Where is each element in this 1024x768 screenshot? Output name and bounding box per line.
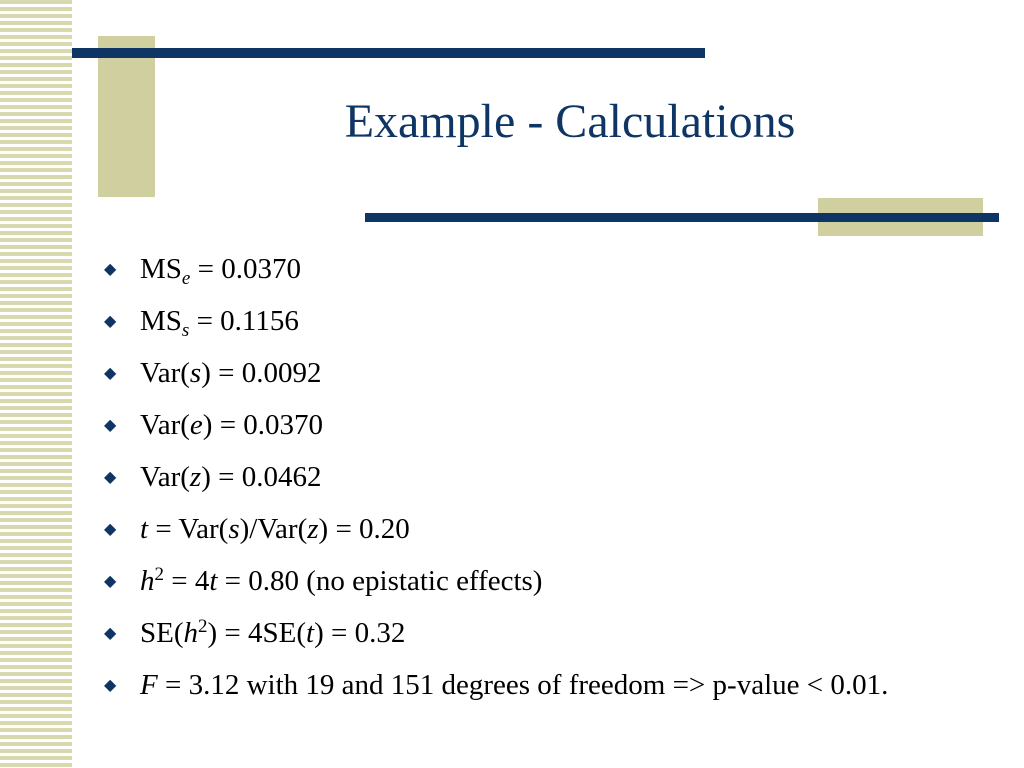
diamond-bullet-icon: ◆	[104, 365, 117, 382]
bullet-list	[104, 252, 984, 720]
bullet-text: $MS_s = 0.1156$	[140, 305, 299, 341]
diamond-bullet-icon: ◆	[104, 521, 117, 538]
bullet-item	[104, 564, 984, 599]
bullet-item	[104, 460, 984, 495]
slide-title: Example - Calculations	[344, 95, 796, 148]
bullet-text: Var(e) = 0.0370	[140, 409, 324, 441]
diamond-bullet-icon: ◆	[104, 313, 117, 330]
diamond-bullet-icon: ◆	[104, 261, 117, 278]
bullet-text: $h^2 = 4t = 0.80$ (no epistatic effects)	[140, 564, 543, 597]
bullet-text: F = 3.12 with 19 and 151 degrees of freedom => p-value < 0.01.	[140, 669, 889, 701]
bullet-item	[104, 408, 984, 443]
bullet-text: $SE(h^2) = 4SE(t) = 0.32$	[140, 616, 406, 649]
bullet-item	[104, 668, 984, 703]
bullet-text: Var(z) = 0.0462	[140, 461, 322, 493]
bullet-item	[104, 252, 984, 287]
diamond-bullet-icon: ◆	[104, 469, 117, 486]
diamond-bullet-icon: ◆	[104, 677, 117, 694]
decorative-bar-under-title	[365, 213, 999, 222]
diamond-bullet-icon: ◆	[104, 625, 117, 642]
diamond-bullet-icon: ◆	[104, 573, 117, 590]
decorative-bar-top	[72, 48, 705, 58]
bullet-item	[104, 356, 984, 391]
bullet-text: $MS_e = 0.0370$	[140, 253, 301, 289]
bullet-text: Var(s) = 0.0092	[140, 357, 322, 389]
bullet-item	[104, 512, 984, 547]
bullet-item	[104, 616, 984, 651]
striped-sidebar-decoration	[0, 0, 72, 768]
diamond-bullet-icon: ◆	[104, 417, 117, 434]
bullet-item	[104, 304, 984, 339]
decorative-block-top-left	[98, 36, 155, 197]
bullet-text: t = Var(s)/Var(z) = 0.20	[140, 513, 410, 545]
